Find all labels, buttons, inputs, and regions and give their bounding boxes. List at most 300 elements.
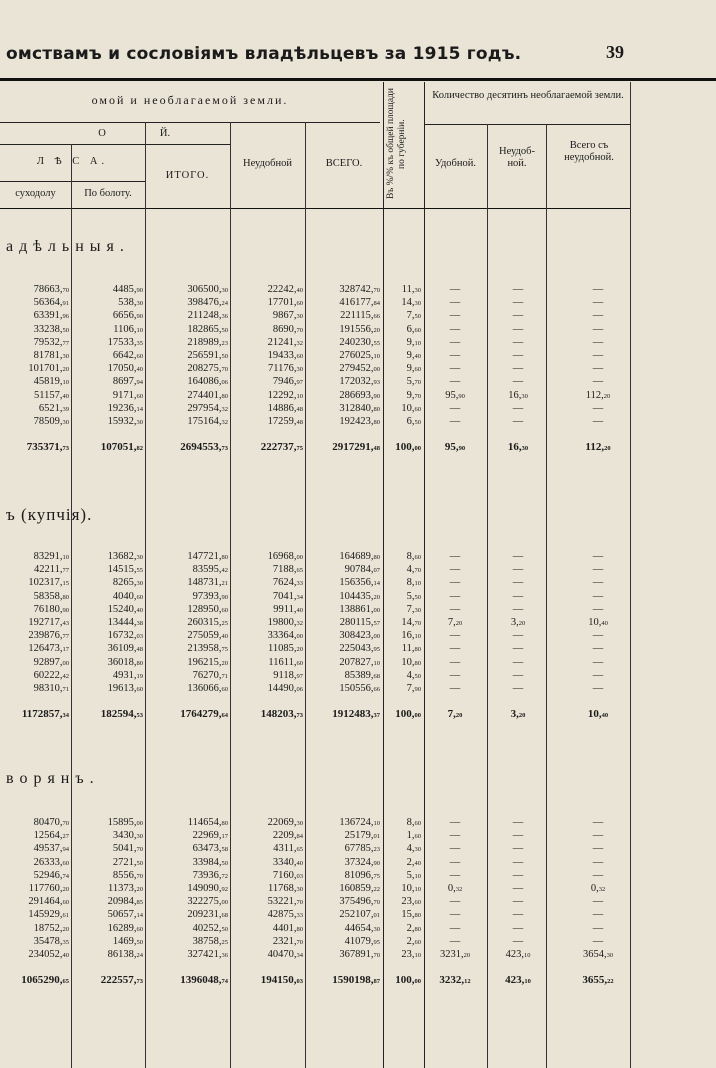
- cell-suhodolu: 42211,77: [34, 564, 69, 576]
- cell-vsego: 280115,57: [339, 617, 380, 628]
- cell-bolotu: 107051,82: [100, 440, 143, 453]
- table-row: [0, 922, 716, 935]
- table-row: [0, 882, 716, 895]
- cell-percent: 10,80: [401, 656, 421, 668]
- cell-itogo: 196215,20: [187, 656, 228, 668]
- cell-bolotu: 19236,14: [107, 402, 143, 414]
- cell-suhodolu: 192717,43: [28, 617, 69, 628]
- cell-ud: 3232,12: [439, 973, 471, 986]
- cell-itogo: 322275,00: [187, 896, 228, 908]
- cell-vs: —: [592, 843, 604, 855]
- table-row: [0, 402, 716, 415]
- table-row: [0, 349, 716, 362]
- cell-nu: —: [512, 935, 524, 947]
- table-row: [0, 590, 716, 603]
- cell-itogo: 213958,75: [187, 643, 228, 655]
- cell-itogo: 1764279,64: [180, 707, 228, 720]
- cell-percent: 5,10: [406, 869, 421, 881]
- cell-bolotu: 16289,60: [107, 922, 143, 934]
- cell-neudobnoy: 11611,60: [268, 656, 303, 668]
- cell-suhodolu: 6521,39: [38, 402, 69, 414]
- cell-itogo: 148731,21: [187, 577, 228, 589]
- cell-vs: —: [592, 683, 604, 694]
- cell-percent: 100,00: [395, 707, 421, 720]
- cell-vsego: 172032,93: [339, 376, 380, 388]
- cell-ud: —: [449, 817, 461, 828]
- cell-nu: —: [512, 856, 524, 868]
- cell-nu: —: [512, 590, 524, 602]
- cell-vsego: 150556,66: [339, 683, 380, 694]
- cell-ud: —: [449, 656, 461, 668]
- cell-vs: —: [592, 603, 604, 615]
- cell-vs: 10,40: [588, 617, 608, 628]
- cell-neudobnoy: 7188,65: [272, 564, 303, 576]
- cell-vs: —: [592, 284, 604, 295]
- cell-neudobnoy: 2321,70: [272, 935, 303, 947]
- cell-itogo: 297954,32: [187, 402, 228, 414]
- cell-percent: 2,60: [406, 935, 421, 947]
- header-col-udobnoy: Удобной.: [434, 158, 476, 169]
- cell-suhodolu: 18752,20: [33, 922, 69, 934]
- cell-nu: —: [512, 284, 524, 295]
- cell-itogo: 218989,23: [187, 336, 228, 348]
- cell-vs: —: [592, 336, 604, 348]
- header-col-suhodolu: суходолу: [15, 188, 56, 199]
- cell-neudobnoy: 40470,34: [267, 949, 303, 960]
- cell-itogo: 63473,58: [192, 843, 228, 855]
- table-row: [0, 309, 716, 322]
- cell-vsego: 1912483,37: [332, 707, 380, 720]
- cell-nu: —: [512, 830, 524, 842]
- cell-vs: 3655,22: [582, 973, 614, 986]
- cell-itogo: 73936,72: [192, 869, 228, 881]
- cell-vs: —: [592, 323, 604, 335]
- cell-ud: —: [449, 603, 461, 615]
- cell-percent: 11,80: [401, 643, 421, 655]
- cell-neudobnoy: 17701,60: [267, 297, 303, 309]
- cell-ud: —: [449, 590, 461, 602]
- cell-nu: —: [512, 656, 524, 668]
- cell-itogo: 1396048,74: [180, 973, 228, 986]
- cell-nu: —: [512, 577, 524, 589]
- cell-vs: 10,40: [587, 707, 609, 720]
- cell-vs: —: [592, 935, 604, 947]
- cell-percent: 4,70: [406, 564, 421, 576]
- cell-percent: 100,00: [395, 440, 421, 453]
- cell-vs: —: [592, 310, 604, 322]
- cell-neudobnoy: 11085,20: [268, 643, 303, 655]
- cell-vs: —: [592, 856, 604, 868]
- header-lesa: Л Ѣ С А.: [36, 156, 109, 167]
- section-title-nadelnye: адѣльныя.: [6, 238, 130, 255]
- cell-ud: —: [449, 922, 461, 934]
- cell-ud: —: [449, 669, 461, 681]
- header-sub-y: Й.: [159, 128, 171, 139]
- cell-nu: —: [512, 350, 524, 361]
- header-group-neobl: Количество десятинъ необлагаемой земли.: [432, 90, 624, 101]
- cell-neudobnoy: 4311,65: [273, 843, 303, 855]
- cell-neudobnoy: 53221,70: [267, 896, 303, 908]
- cell-vs: —: [592, 402, 604, 414]
- cell-neudobnoy: 2209,84: [272, 830, 303, 842]
- cell-suhodolu: 239876,77: [28, 630, 69, 642]
- cell-percent: 9,40: [406, 350, 421, 361]
- cell-percent: 6,60: [406, 323, 421, 335]
- cell-suhodolu: 76180,90: [33, 603, 69, 615]
- cell-bolotu: 15895,00: [107, 817, 143, 828]
- cell-bolotu: 17050,40: [107, 363, 143, 375]
- cell-bolotu: 6656,90: [112, 310, 143, 322]
- cell-ud: —: [449, 336, 461, 348]
- cell-nu: —: [512, 551, 524, 562]
- cell-suhodolu: 56364,91: [33, 297, 69, 309]
- cell-itogo: 208275,70: [187, 363, 228, 375]
- table-row: [0, 642, 716, 655]
- cell-percent: 5,70: [406, 376, 421, 388]
- cell-percent: 100,00: [395, 973, 421, 986]
- cell-bolotu: 36018,80: [107, 656, 143, 668]
- cell-vs: —: [592, 869, 604, 881]
- cell-neudobnoy: 14490,06: [267, 683, 303, 694]
- cell-nu: —: [512, 297, 524, 309]
- cell-vsego: 104435,20: [339, 590, 380, 602]
- cell-bolotu: 36109,48: [107, 643, 143, 655]
- page-title: омствамъ и сословіямъ владѣльцевъ за 1915 годъ.: [6, 44, 522, 64]
- cell-neudobnoy: 8690,70: [272, 323, 303, 335]
- cell-ud: —: [449, 896, 461, 908]
- cell-bolotu: 182594,53: [100, 707, 143, 720]
- cell-nu: 16,30: [508, 389, 528, 401]
- header-bottom-rule: [0, 208, 630, 209]
- cell-vsego: 367891,70: [339, 949, 380, 960]
- cell-nu: —: [512, 683, 524, 694]
- cell-vsego: 312840,80: [339, 402, 380, 414]
- cell-vs: —: [592, 830, 604, 842]
- cell-neudobnoy: 42875,33: [267, 909, 303, 921]
- cell-neudobnoy: 11768,30: [268, 883, 303, 894]
- cell-suhodolu: 126473,17: [28, 643, 69, 655]
- cell-vs: —: [592, 350, 604, 361]
- cell-vs: 0,32: [590, 883, 606, 894]
- cell-suhodolu: 79532,77: [33, 336, 69, 348]
- cell-percent: 2,80: [406, 922, 421, 934]
- cell-percent: 16,10: [401, 630, 421, 642]
- table-row: [0, 415, 716, 428]
- cell-percent: 8,10: [406, 577, 421, 589]
- cell-vs: —: [592, 297, 604, 309]
- cell-ud: —: [449, 350, 461, 361]
- cell-percent: 10,60: [401, 402, 421, 414]
- cell-itogo: 182865,50: [187, 323, 228, 335]
- cell-neudobnoy: 7946,97: [272, 376, 303, 388]
- cell-ud: —: [449, 843, 461, 855]
- cell-bolotu: 14515,55: [107, 564, 143, 576]
- cell-nu: —: [512, 376, 524, 388]
- cell-vsego: 252107,01: [339, 909, 380, 921]
- cell-ud: —: [449, 376, 461, 388]
- cell-suhodolu: 92897,00: [33, 656, 69, 668]
- table-row: [0, 669, 716, 682]
- cell-suhodolu: 1065290,65: [21, 973, 69, 986]
- cell-suhodolu: 12564,27: [33, 830, 69, 842]
- cell-bolotu: 1469,50: [112, 935, 143, 947]
- cell-percent: 10,10: [401, 883, 421, 894]
- cell-suhodolu: 78663,70: [33, 284, 69, 295]
- cell-ud: —: [449, 402, 461, 414]
- cell-percent: 9,70: [406, 389, 421, 401]
- section-title-dvoryan: ворянъ.: [6, 770, 100, 787]
- cell-itogo: 38758,25: [192, 935, 228, 947]
- cell-nu: —: [512, 869, 524, 881]
- cell-bolotu: 15932,30: [107, 416, 143, 427]
- cell-neudobnoy: 9118,97: [273, 669, 303, 681]
- cell-vsego: 191556,20: [339, 323, 380, 335]
- cell-vsego: 67785,23: [344, 843, 380, 855]
- cell-ud: —: [449, 935, 461, 947]
- cell-nu: 423,10: [505, 973, 531, 986]
- total-row: [0, 708, 716, 721]
- header-col-vsego-s: Всего съ неудобной.: [564, 140, 614, 163]
- cell-suhodolu: 735371,73: [26, 440, 69, 453]
- cell-vs: —: [592, 630, 604, 642]
- table-row: [0, 283, 716, 296]
- table-row: [0, 842, 716, 855]
- cell-itogo: 2694553,73: [180, 440, 228, 453]
- cell-bolotu: 20984,85: [107, 896, 143, 908]
- table-row: [0, 576, 716, 589]
- cell-itogo: 256591,50: [187, 350, 228, 361]
- cell-neudobnoy: 7160,03: [272, 869, 303, 881]
- cell-vs: —: [592, 669, 604, 681]
- table-row: [0, 296, 716, 309]
- cell-suhodolu: 291464,60: [28, 896, 69, 908]
- cell-percent: 9,60: [406, 363, 421, 375]
- cell-bolotu: 6642,60: [112, 350, 143, 361]
- header-top-rule: [0, 78, 716, 81]
- cell-suhodolu: 145929,61: [28, 909, 69, 921]
- cell-suhodolu: 81781,30: [33, 350, 69, 361]
- cell-percent: 7,90: [406, 683, 421, 694]
- cell-suhodolu: 58358,80: [33, 590, 69, 602]
- cell-neudobnoy: 148203,73: [260, 707, 303, 720]
- cell-vsego: 164689,80: [339, 551, 380, 562]
- cell-suhodolu: 51157,40: [34, 389, 69, 401]
- cell-percent: 7,50: [406, 310, 421, 322]
- cell-ud: —: [449, 856, 461, 868]
- cell-vs: —: [592, 363, 604, 375]
- cell-percent: 2,40: [406, 856, 421, 868]
- cell-vsego: 25179,01: [344, 830, 380, 842]
- cell-neudobnoy: 222737,75: [260, 440, 303, 453]
- cell-percent: 1,60: [406, 830, 421, 842]
- cell-nu: 16,30: [507, 440, 529, 453]
- cell-bolotu: 15240,40: [107, 603, 143, 615]
- cell-bolotu: 1106,10: [113, 323, 143, 335]
- cell-percent: 23,60: [401, 896, 421, 908]
- table-row: [0, 856, 716, 869]
- cell-bolotu: 538,30: [118, 297, 143, 309]
- cell-vsego: 328742,70: [339, 284, 380, 295]
- cell-nu: —: [512, 643, 524, 655]
- cell-vs: —: [592, 643, 604, 655]
- cell-itogo: 114654,80: [187, 817, 228, 828]
- cell-vsego: 2917291,48: [332, 440, 380, 453]
- cell-percent: 15,80: [401, 909, 421, 921]
- cell-suhodolu: 35478,35: [33, 935, 69, 947]
- table-row: [0, 616, 716, 629]
- cell-vs: —: [592, 896, 604, 908]
- cell-neudobnoy: 16968,00: [267, 551, 303, 562]
- cell-bolotu: 4931,19: [112, 669, 143, 681]
- total-row: [0, 974, 716, 987]
- cell-ud: 0,32: [447, 883, 463, 894]
- cell-suhodolu: 102317,15: [28, 577, 69, 589]
- cell-suhodolu: 98310,71: [33, 683, 69, 694]
- cell-suhodolu: 83291,10: [33, 551, 69, 562]
- cell-bolotu: 16732,03: [107, 630, 143, 642]
- cell-vsego: 90784,07: [344, 564, 380, 576]
- cell-neudobnoy: 7041,34: [272, 590, 303, 602]
- cell-suhodolu: 78509,30: [33, 416, 69, 427]
- cell-vsego: 279452,00: [339, 363, 380, 375]
- header-col-neudob: Неудоб-ной.: [498, 146, 535, 169]
- cell-neudobnoy: 3340,40: [272, 856, 303, 868]
- cell-bolotu: 222557,73: [100, 973, 143, 986]
- cell-ud: —: [449, 416, 461, 427]
- cell-nu: 423,10: [505, 949, 531, 960]
- header-col-percent: Въ %/% къ общей площади по губерніи.: [386, 88, 407, 200]
- cell-neudobnoy: 4401,80: [272, 922, 303, 934]
- cell-vs: —: [592, 817, 604, 828]
- cell-neudobnoy: 17259,48: [267, 416, 303, 427]
- cell-itogo: 76270,71: [192, 669, 228, 681]
- table-row: [0, 550, 716, 563]
- table-row: [0, 816, 716, 829]
- table-row: [0, 375, 716, 388]
- cell-itogo: 136066,60: [187, 683, 228, 694]
- cell-ud: —: [449, 551, 461, 562]
- cell-itogo: 149090,92: [187, 883, 228, 894]
- cell-vs: —: [592, 909, 604, 921]
- cell-bolotu: 4040,60: [112, 590, 143, 602]
- cell-vsego: 276025,10: [339, 350, 380, 361]
- cell-ud: —: [449, 310, 461, 322]
- cell-percent: 11,30: [401, 284, 421, 295]
- table-row: [0, 869, 716, 882]
- cell-bolotu: 9171,60: [112, 389, 143, 401]
- cell-bolotu: 5041,70: [112, 843, 143, 855]
- cell-itogo: 327421,36: [187, 949, 228, 960]
- cell-vs: 112,20: [585, 389, 611, 401]
- cell-vsego: 138861,00: [339, 603, 380, 615]
- cell-ud: —: [449, 630, 461, 642]
- cell-nu: —: [512, 323, 524, 335]
- cell-bolotu: 8556,70: [112, 869, 143, 881]
- cell-bolotu: 8697,94: [112, 376, 143, 388]
- cell-vs: —: [592, 551, 604, 562]
- table-row: [0, 682, 716, 695]
- cell-nu: —: [512, 909, 524, 921]
- cell-suhodolu: 63391,96: [33, 310, 69, 322]
- header-rule-3: [0, 144, 230, 145]
- cell-nu: —: [512, 883, 524, 894]
- cell-nu: —: [512, 336, 524, 348]
- cell-bolotu: 50657,14: [107, 909, 143, 921]
- cell-vs: —: [592, 656, 604, 668]
- cell-suhodolu: 26333,60: [33, 856, 69, 868]
- cell-ud: —: [449, 363, 461, 375]
- cell-itogo: 306500,30: [187, 284, 228, 295]
- cell-suhodolu: 33238,50: [33, 323, 69, 335]
- cell-ud: —: [449, 643, 461, 655]
- cell-percent: 14,70: [401, 617, 421, 628]
- cell-nu: —: [512, 817, 524, 828]
- cell-ud: 95,90: [444, 440, 466, 453]
- header-col-vsego: ВСЕГО.: [325, 158, 363, 169]
- cell-nu: —: [512, 564, 524, 576]
- cell-neudobnoy: 9867,30: [272, 310, 303, 322]
- cell-neudobnoy: 9911,40: [273, 603, 303, 615]
- cell-itogo: 211248,36: [187, 310, 228, 322]
- cell-percent: 9,10: [406, 336, 421, 348]
- cell-itogo: 97393,90: [192, 590, 228, 602]
- cell-vs: —: [592, 564, 604, 576]
- cell-bolotu: 19613,60: [107, 683, 143, 694]
- cell-itogo: 209231,68: [187, 909, 228, 921]
- cell-vsego: 136724,10: [339, 817, 380, 828]
- cell-percent: 14,30: [401, 297, 421, 309]
- header-col-bolotu: По болоту.: [84, 188, 132, 199]
- cell-bolotu: 13444,38: [107, 617, 143, 628]
- cell-vs: —: [592, 416, 604, 427]
- cell-vsego: 207827,10: [339, 656, 380, 668]
- cell-neudobnoy: 194150,03: [260, 973, 303, 986]
- cell-itogo: 83595,42: [192, 564, 228, 576]
- cell-percent: 7,30: [406, 603, 421, 615]
- table-row: [0, 336, 716, 349]
- cell-itogo: 274401,80: [187, 389, 228, 401]
- cell-ud: 95,90: [445, 389, 465, 401]
- table-row: [0, 629, 716, 642]
- cell-vsego: 416177,84: [339, 297, 380, 309]
- cell-ud: 3231,20: [439, 949, 471, 960]
- cell-ud: 7,20: [447, 617, 463, 628]
- cell-vs: —: [592, 590, 604, 602]
- cell-vsego: 308423,00: [339, 630, 380, 642]
- cell-nu: —: [512, 896, 524, 908]
- cell-ud: —: [449, 564, 461, 576]
- cell-vsego: 225043,95: [339, 643, 380, 655]
- page-number: 39: [606, 42, 624, 62]
- table-row: [0, 362, 716, 375]
- cell-neudobnoy: 71176,30: [268, 363, 303, 375]
- cell-nu: —: [512, 310, 524, 322]
- table-row: [0, 948, 716, 961]
- cell-nu: —: [512, 402, 524, 414]
- cell-vsego: 156356,14: [339, 577, 380, 589]
- header-rule-4: [0, 181, 145, 182]
- cell-vsego: 286693,90: [339, 389, 380, 401]
- cell-vsego: 160859,22: [339, 883, 380, 894]
- cell-neudobnoy: 7624,33: [272, 577, 303, 589]
- header-col-neudobnoy: Неудобной: [243, 158, 292, 169]
- cell-suhodolu: 60222,42: [33, 669, 69, 681]
- cell-nu: —: [512, 603, 524, 615]
- cell-nu: —: [512, 363, 524, 375]
- cell-neudobnoy: 12292,10: [267, 389, 303, 401]
- cell-neudobnoy: 33364,00: [267, 630, 303, 642]
- table-row: [0, 389, 716, 402]
